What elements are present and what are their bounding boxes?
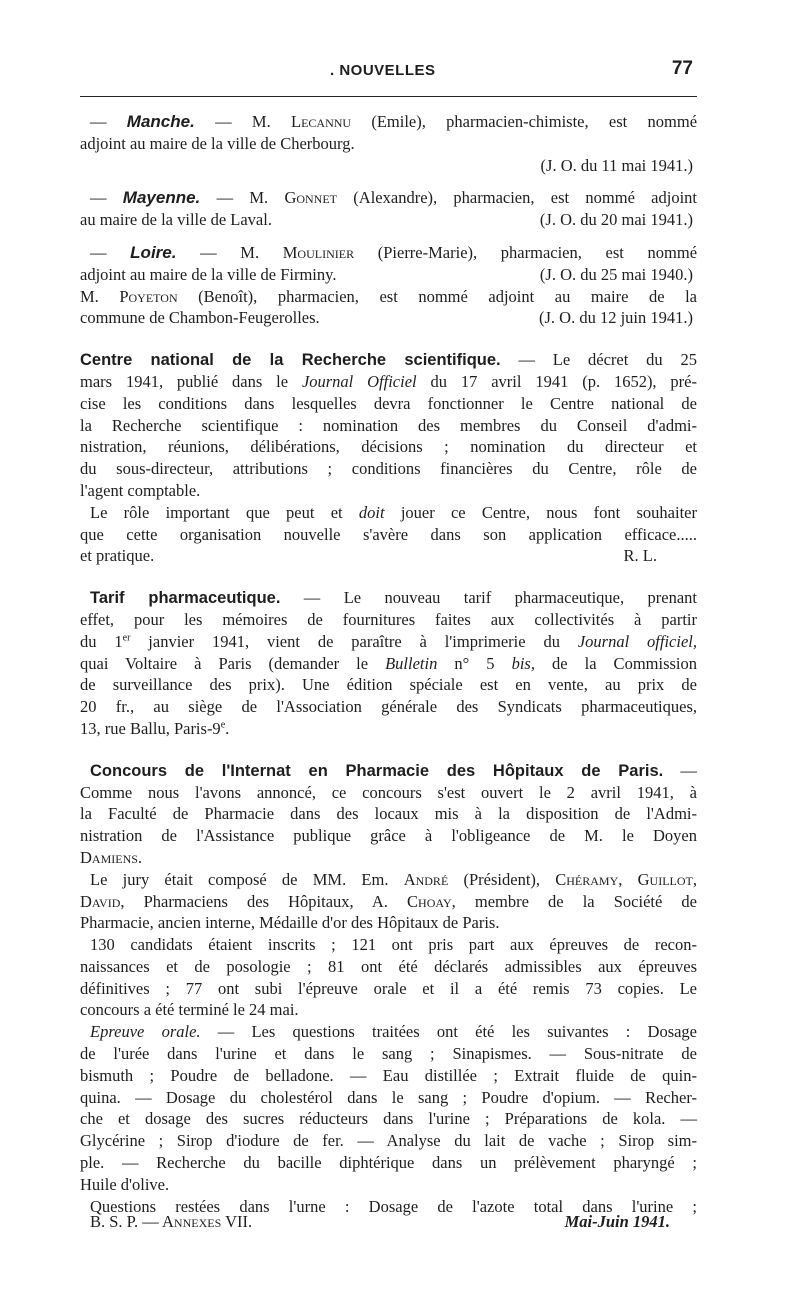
text-run: — <box>90 188 123 208</box>
text-line <box>80 524 697 546</box>
person-name: Poyeton <box>119 286 178 306</box>
text-run: adjoint au maire de la ville de Firminy. <box>80 264 337 284</box>
text-run: 13, rue Ballu, Paris-9 <box>80 718 221 738</box>
text-line <box>80 133 697 155</box>
text-line <box>80 242 697 264</box>
text-run: (Pierre-Marie), pharmacien, est nommé <box>354 242 698 262</box>
text-line <box>80 782 697 804</box>
text-line <box>80 1174 697 1196</box>
citation <box>539 307 697 329</box>
text-run: jouer ce Centre, nous font souhaiter <box>384 502 697 522</box>
text-line <box>80 999 697 1021</box>
section-heading: Tarif pharmaceutique. <box>90 589 281 608</box>
text-run: (J. O. du 20 mai 1941.) <box>539 210 693 230</box>
text-run: nistration, réunions, délibérations, décisions ; nomination du directeur et <box>80 437 697 457</box>
text-run: Questions restées dans l'urne : Dosage de l'azote total dans l'urine ; <box>90 1196 697 1216</box>
section-heading-line <box>80 587 697 609</box>
text-line <box>80 696 697 718</box>
text-run: Le rôle important que peut et <box>90 502 359 522</box>
section-heading: Centre national de la Recherche scientifique. <box>80 351 501 370</box>
text-run: (J. O. du 11 mai 1941.) <box>540 155 693 175</box>
page-header <box>80 56 697 88</box>
place-name: Mayenne. <box>122 188 201 208</box>
person-name: Chéramy <box>555 869 619 889</box>
text-run: — <box>90 112 127 131</box>
text-line <box>80 803 697 825</box>
text-line-with-citation <box>80 209 697 231</box>
superscript: e <box>220 719 226 731</box>
italic-text: doit <box>358 502 385 522</box>
text-run: quai Voltaire à Paris (demander le <box>80 653 386 673</box>
text-line <box>80 1130 697 1152</box>
text-run: — Le nouveau tarif pharmaceutique, prenant <box>280 588 697 608</box>
text-line <box>80 371 697 393</box>
text-line <box>80 631 697 653</box>
article-body <box>80 111 697 1217</box>
text-line <box>80 718 697 740</box>
place-name: Manche. <box>126 112 195 131</box>
person-name: Moulinier <box>282 242 355 262</box>
text-run: — M. <box>176 242 283 262</box>
place-name: Loire. <box>130 242 177 262</box>
text-run: définitives ; 77 ont subi l'épreuve orale et il a été remis 73 copies. Le <box>80 978 697 998</box>
text-run: , <box>692 869 697 889</box>
person-name: Lecannu <box>290 112 352 131</box>
text-run: 20 fr., au siège de l'Association générale des Syndicats pharmaceutiques, <box>80 697 697 717</box>
citation <box>540 209 697 231</box>
text-line <box>80 1087 697 1109</box>
text-line <box>80 436 697 458</box>
text-run: Comme nous l'avons annoncé, ce concours s'est ouvert le 2 avril 1941, à <box>80 782 697 802</box>
text-run: (Emile), pharmacien-chimiste, est nommé <box>351 112 698 131</box>
text-run: Huile d'olive. <box>80 1174 170 1194</box>
text-line <box>80 891 697 913</box>
text-run: de surveillance des prix). Une édition spéciale est en vente, au prix de <box>80 675 697 695</box>
issue-date: Mai-Juin 1941. <box>564 1212 670 1231</box>
text-run: , membre de la Société de <box>451 891 698 911</box>
text-line <box>80 458 697 480</box>
text-line <box>80 847 697 869</box>
text-line-with-citation <box>80 307 697 329</box>
text-run: concours a été terminé le 24 mai. <box>80 1000 299 1020</box>
italic-text: bis, <box>511 653 535 673</box>
text-fragment <box>80 545 154 567</box>
text-line-with-citation <box>80 264 697 286</box>
text-line <box>80 480 697 502</box>
text-run: — M. <box>194 112 291 131</box>
person-name: Choay <box>407 891 452 911</box>
text-run: n° 5 <box>437 653 512 673</box>
text-fragment <box>80 209 272 231</box>
citation <box>540 264 697 286</box>
text-line <box>80 609 697 631</box>
person-name: André <box>403 869 449 889</box>
text-line <box>80 956 697 978</box>
text-run: du 17 avril 1941 (p. 1652), pré- <box>416 371 697 391</box>
text-run: . <box>225 718 230 738</box>
text-run: de la Commission <box>534 653 697 673</box>
text-line <box>80 912 697 934</box>
text-run: du 1 <box>80 631 123 651</box>
text-run: Pharmacie, ancien interne, Médaille d'or des Hôpitaux de Paris. <box>80 913 500 933</box>
text-run: Glycérine ; Sirop d'iodure de fer. — Analyse du lait de vache ; Sirop sim- <box>80 1131 697 1151</box>
running-title: . NOUVELLES <box>330 62 436 79</box>
text-line <box>80 869 697 891</box>
author-initials <box>624 545 697 567</box>
text-run: , <box>618 869 638 889</box>
text-run: l'agent comptable. <box>80 480 201 500</box>
text-run: que cette organisation nouvelle s'avère dans son application efficace..... <box>80 524 697 544</box>
text-run: — <box>663 760 698 780</box>
text-line <box>80 286 697 308</box>
text-run: et pratique. <box>80 546 155 566</box>
text-run: R. L. <box>623 546 657 566</box>
text-run: la Faculté de Pharmacie dans des locaux mis à la disposition de l'Admi- <box>80 804 697 824</box>
text-run: (J. O. du 12 juin 1941.) <box>539 308 693 328</box>
text-run: , Pharmaciens des Hôpitaux, A. <box>120 891 408 911</box>
text-run: cise les conditions dans lesquelles devra fonctionner le Centre national de <box>80 393 697 413</box>
text-fragment <box>80 307 320 329</box>
person-name: Damiens. <box>80 847 143 867</box>
text-run: mars 1941, publié dans le <box>80 371 302 391</box>
text-run: effet, pour les mémoires de fournitures faites aux collectivités à partir <box>80 609 697 629</box>
italic-text: Epreuve orale. <box>90 1022 201 1042</box>
text-line <box>80 1021 697 1043</box>
header-rule <box>80 96 697 97</box>
section-heading: Concours de l'Internat en Pharmacie des Hôpitaux de Paris. <box>90 761 664 780</box>
person-name: Guillot <box>637 869 693 889</box>
text-run: (J. O. du 25 mai 1940.) <box>539 264 693 284</box>
text-run: — M. <box>200 188 285 208</box>
text-run: nistration de l'Assistance publique grâce à l'obligeance de M. le Doyen <box>80 826 697 846</box>
text-line <box>80 978 697 1000</box>
text-run: — <box>90 242 131 262</box>
text-fragment <box>80 264 336 286</box>
text-run: de l'urée dans l'urine et dans le sang ; Sinapismes. — Sous-nitrate de <box>80 1044 697 1064</box>
text-line <box>80 502 697 524</box>
text-run: 130 candidats étaient inscrits ; 121 ont pris part aux épreuves de recon- <box>90 935 697 955</box>
text-run: (Benoît), pharmacien, est nommé adjoint au maire de la <box>177 286 697 306</box>
person-name: David <box>80 891 121 911</box>
text-line <box>80 934 697 956</box>
text-run: naissances et de posologie ; 81 ont été déclarés admissibles aux épreuves <box>80 956 697 976</box>
text-run: (Président), <box>448 869 556 889</box>
text-line-with-signature <box>80 545 697 567</box>
text-run: che et dosage des sucres réducteurs dans l'urine ; Préparations de kola. — <box>80 1109 697 1129</box>
text-run: commune de Chambon-Feugerolles. <box>80 308 320 328</box>
section-heading-line <box>80 349 697 371</box>
text-run: — Le décret du 25 <box>500 350 697 370</box>
journal-reference: B. S. P. — Annexes VII. <box>90 1212 253 1231</box>
text-run: bismuth ; Poudre de belladone. — Eau distillée ; Extrait fluide de quin- <box>80 1065 697 1085</box>
page-number: 77 <box>671 58 693 79</box>
text-line <box>80 187 697 209</box>
text-line <box>80 111 697 133</box>
text-line <box>80 393 697 415</box>
text-run: adjoint au maire de la ville de Cherbourg. <box>80 133 355 153</box>
text-run: Le jury était composé de MM. Em. <box>90 869 404 889</box>
text-line <box>80 415 697 437</box>
text-run: du sous-directeur, attributions ; conditions financières du Centre, rôle de <box>80 459 697 479</box>
text-line <box>80 1065 697 1087</box>
italic-text: Journal Officiel <box>301 371 417 391</box>
italic-text: Journal officiel, <box>577 631 697 651</box>
text-run: M. <box>80 286 120 306</box>
italic-text: Bulletin <box>385 653 438 673</box>
person-name: Gonnet <box>284 188 338 208</box>
text-run: au maire de la ville de Laval. <box>80 210 272 230</box>
text-run: la Recherche scientifique : nomination des membres du Conseil d'admi- <box>80 415 697 435</box>
text-run: — Les questions traitées ont été les suivantes : Dosage <box>200 1022 698 1042</box>
superscript: er <box>122 632 131 644</box>
text-run: janvier 1941, vient de paraître à l'imprimerie du <box>130 631 578 651</box>
text-line <box>80 674 697 696</box>
section-heading-line <box>80 760 697 782</box>
text-run: quina. — Dosage du cholestérol dans le sang ; Poudre d'opium. — Recher- <box>80 1087 697 1107</box>
text-line <box>80 653 697 675</box>
text-line <box>80 1108 697 1130</box>
text-line <box>80 1043 697 1065</box>
text-run: ple. — Recherche du bacille diphtérique dans un prélèvement pharyngé ; <box>80 1153 697 1173</box>
citation <box>80 155 697 177</box>
text-line <box>80 1152 697 1174</box>
text-line <box>80 825 697 847</box>
text-run: (Alexandre), pharmacien, est nommé adjoint <box>337 188 698 208</box>
